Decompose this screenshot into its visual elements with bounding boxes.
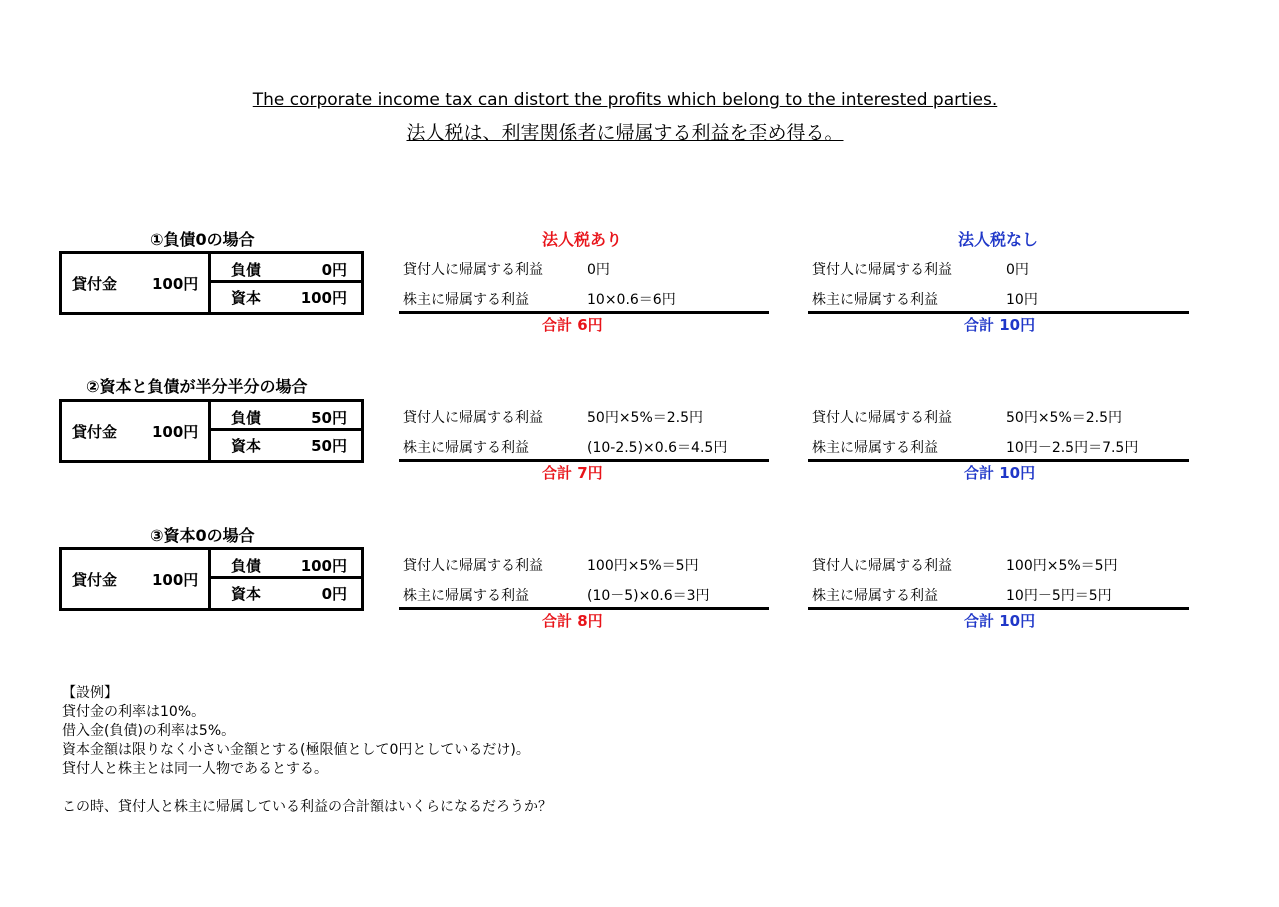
lender-profit-without-tax: 50円×5%＝2.5円 [1006,410,1123,426]
debt-value: 50円 [311,409,347,427]
asset-value: 100円 [152,571,199,589]
total-without-tax: 合計 10円 [964,612,1036,630]
shareholder-label: 株主に帰属する利益 [403,588,529,604]
lender-profit-with-tax: 0円 [587,262,610,278]
shareholder-profit-without-tax: 10円－2.5円＝7.5円 [1006,440,1139,456]
shareholder-profit-with-tax: 10×0.6＝6円 [587,292,676,308]
case-2-title: ②資本と負債が半分半分の場合 [86,377,308,396]
asset-cell [62,254,211,312]
asset-label: 貸付金 [72,571,118,589]
question-text: この時、貸付人と株主に帰属している利益の合計額はいくらになるだろうか？ [62,799,552,815]
title-japanese: 法人税は、利害関係者に帰属する利益を歪め得る。 [406,122,844,144]
shareholder-label: 株主に帰属する利益 [812,588,938,604]
total-without-tax: 合計 10円 [964,316,1036,334]
lender-label: 貸付人に帰属する利益 [812,262,952,278]
shareholder-label: 株主に帰属する利益 [403,440,529,456]
debt-cell [211,254,361,283]
equity-value: 50円 [311,437,347,455]
lender-label: 貸付人に帰属する利益 [403,410,543,426]
lender-profit-with-tax: 100円×5%＝5円 [587,558,699,574]
note-line: 資本金額は限りなく小さい金額とする(極限値として0円としているだけ)。 [62,742,530,758]
case-1-balance-sheet [59,251,364,315]
debt-cell [211,550,361,579]
equity-label: 資本 [231,437,262,455]
shareholder-label: 株主に帰属する利益 [812,440,938,456]
lender-label: 貸付人に帰属する利益 [812,410,952,426]
total-with-tax: 合計 8円 [542,612,603,630]
column-title-with-tax: 法人税あり [542,230,623,249]
asset-label: 貸付金 [72,275,118,293]
equity-cell [211,283,361,312]
debt-cell [211,402,361,431]
total-with-tax: 合計 7円 [542,464,603,482]
equity-label: 資本 [231,585,262,603]
debt-label: 負債 [231,261,262,279]
equity-value: 100円 [300,289,347,307]
shareholder-profit-with-tax: (10-2.5)×0.6＝4.5円 [587,440,728,456]
shareholder-label: 株主に帰属する利益 [403,292,529,308]
note-line: 貸付人と株主とは同一人物であるとする。 [62,761,328,777]
case-3-title: ③資本0の場合 [150,526,255,545]
notes-heading: 【設例】 [62,685,118,701]
lender-profit-without-tax: 100円×5%＝5円 [1006,558,1118,574]
example-notes [62,684,530,779]
shareholder-profit-with-tax: (10－5)×0.6＝3円 [587,588,710,604]
equity-label: 資本 [231,289,262,307]
lender-label: 貸付人に帰属する利益 [403,558,543,574]
total-with-tax: 合計 6円 [542,316,603,334]
total-without-tax: 合計 10円 [964,464,1036,482]
debt-value: 0円 [321,261,347,279]
title-english: The corporate income tax can distort the profits which belong to the interested parties. [252,90,998,110]
asset-label: 貸付金 [72,423,118,441]
debt-value: 100円 [300,557,347,575]
asset-value: 100円 [152,275,199,293]
asset-cell [62,550,211,608]
lender-label: 貸付人に帰属する利益 [403,262,543,278]
shareholder-label: 株主に帰属する利益 [812,292,938,308]
shareholder-profit-without-tax: 10円－5円＝5円 [1006,588,1112,604]
note-line: 貸付金の利率は10%。 [62,704,206,720]
equity-cell [211,431,361,460]
note-line: 借入金(負債)の利率は5%。 [62,723,236,739]
debt-label: 負債 [231,557,262,575]
lender-profit-with-tax: 50円×5%＝2.5円 [587,410,704,426]
equity-value: 0円 [321,585,347,603]
lender-label: 貸付人に帰属する利益 [812,558,952,574]
case-2-balance-sheet [59,399,364,463]
asset-value: 100円 [152,423,199,441]
case-1-title: ①負債0の場合 [150,230,255,249]
shareholder-profit-without-tax: 10円 [1006,292,1038,308]
column-title-without-tax: 法人税なし [958,230,1039,249]
equity-cell [211,579,361,608]
lender-profit-without-tax: 0円 [1006,262,1029,278]
asset-cell [62,402,211,460]
debt-label: 負債 [231,409,262,427]
case-3-balance-sheet [59,547,364,611]
